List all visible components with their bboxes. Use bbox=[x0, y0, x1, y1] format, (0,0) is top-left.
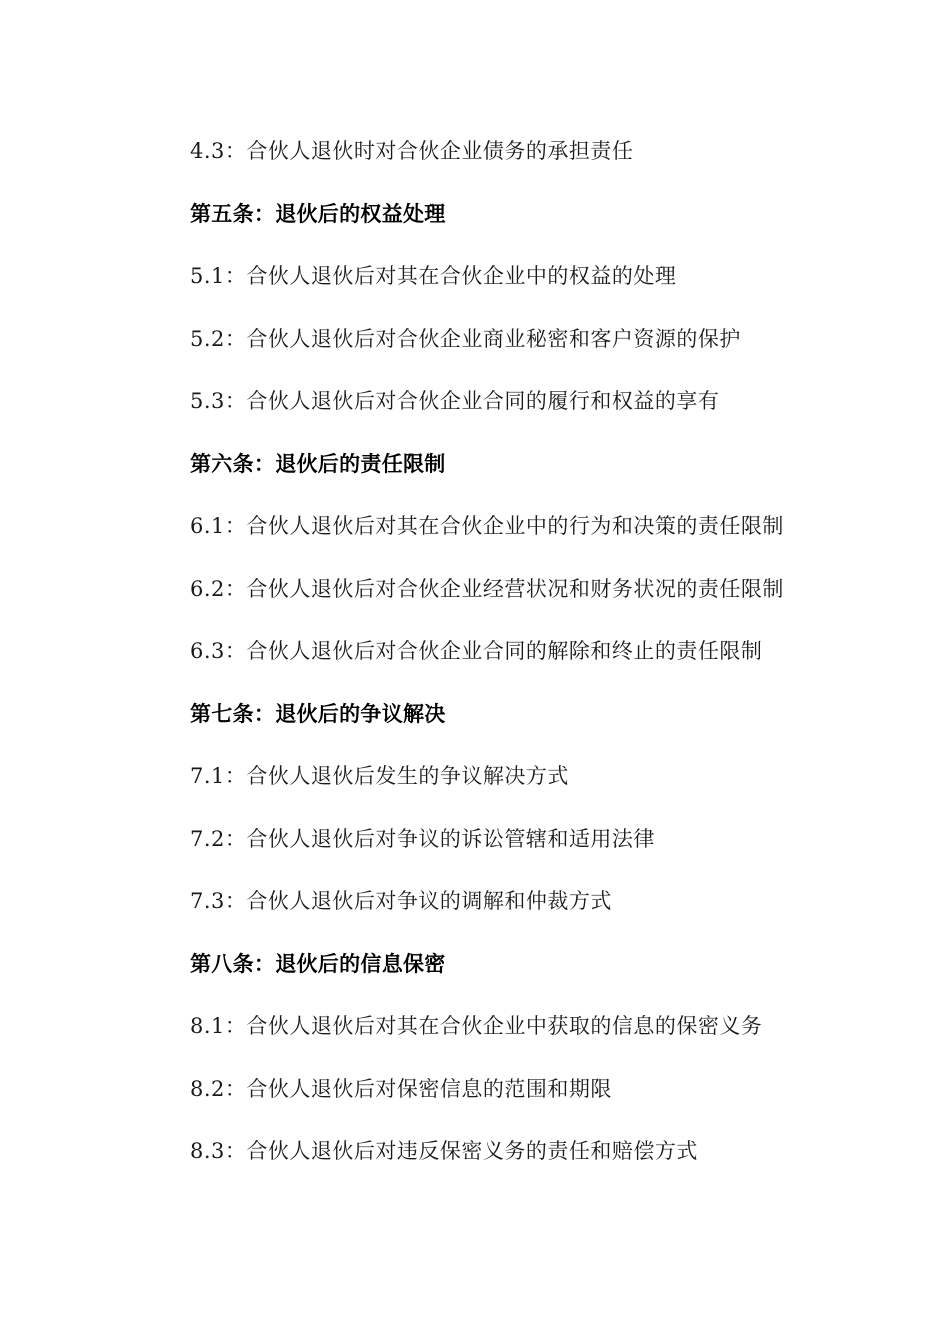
clause-7-2: 7.2：合伙人退伙后对争议的诉讼管辖和适用法律 bbox=[190, 826, 655, 851]
clause-7-1: 7.1：合伙人退伙后发生的争议解决方式 bbox=[190, 764, 569, 788]
clause-8-1: 8.1：合伙人退伙后对其在合伙企业中获取的信息的保密义务 bbox=[190, 1014, 763, 1038]
clause-6-1: 6.1：合伙人退伙后对其在合伙企业中的行为和决策的责任限制 bbox=[190, 514, 784, 538]
article-8-heading: 第八条：退伙后的信息保密 bbox=[190, 951, 446, 976]
article-6-heading: 第六条：退伙后的责任限制 bbox=[190, 451, 446, 476]
article-5-heading: 第五条：退伙后的权益处理 bbox=[190, 201, 446, 226]
clause-8-2: 8.2：合伙人退伙后对保密信息的范围和期限 bbox=[190, 1076, 612, 1101]
clause-5-1: 5.1：合伙人退伙后对其在合伙企业中的权益的处理 bbox=[190, 264, 677, 288]
clause-5-3: 5.3：合伙人退伙后对合伙企业合同的履行和权益的享有 bbox=[190, 389, 720, 413]
clause-8-3: 8.3：合伙人退伙后对违反保密义务的责任和赔偿方式 bbox=[190, 1139, 698, 1163]
clause-6-2: 6.2：合伙人退伙后对合伙企业经营状况和财务状况的责任限制 bbox=[190, 576, 784, 601]
clause-6-3: 6.3：合伙人退伙后对合伙企业合同的解除和终止的责任限制 bbox=[190, 639, 763, 663]
clause-5-2: 5.2：合伙人退伙后对合伙企业商业秘密和客户资源的保护 bbox=[190, 326, 741, 351]
document-body bbox=[190, 134, 910, 1197]
clause-7-3: 7.3：合伙人退伙后对争议的调解和仲裁方式 bbox=[190, 889, 612, 913]
article-7-heading: 第七条：退伙后的争议解决 bbox=[190, 701, 446, 726]
clause-4-3: 4.3：合伙人退伙时对合伙企业债务的承担责任 bbox=[190, 139, 634, 163]
